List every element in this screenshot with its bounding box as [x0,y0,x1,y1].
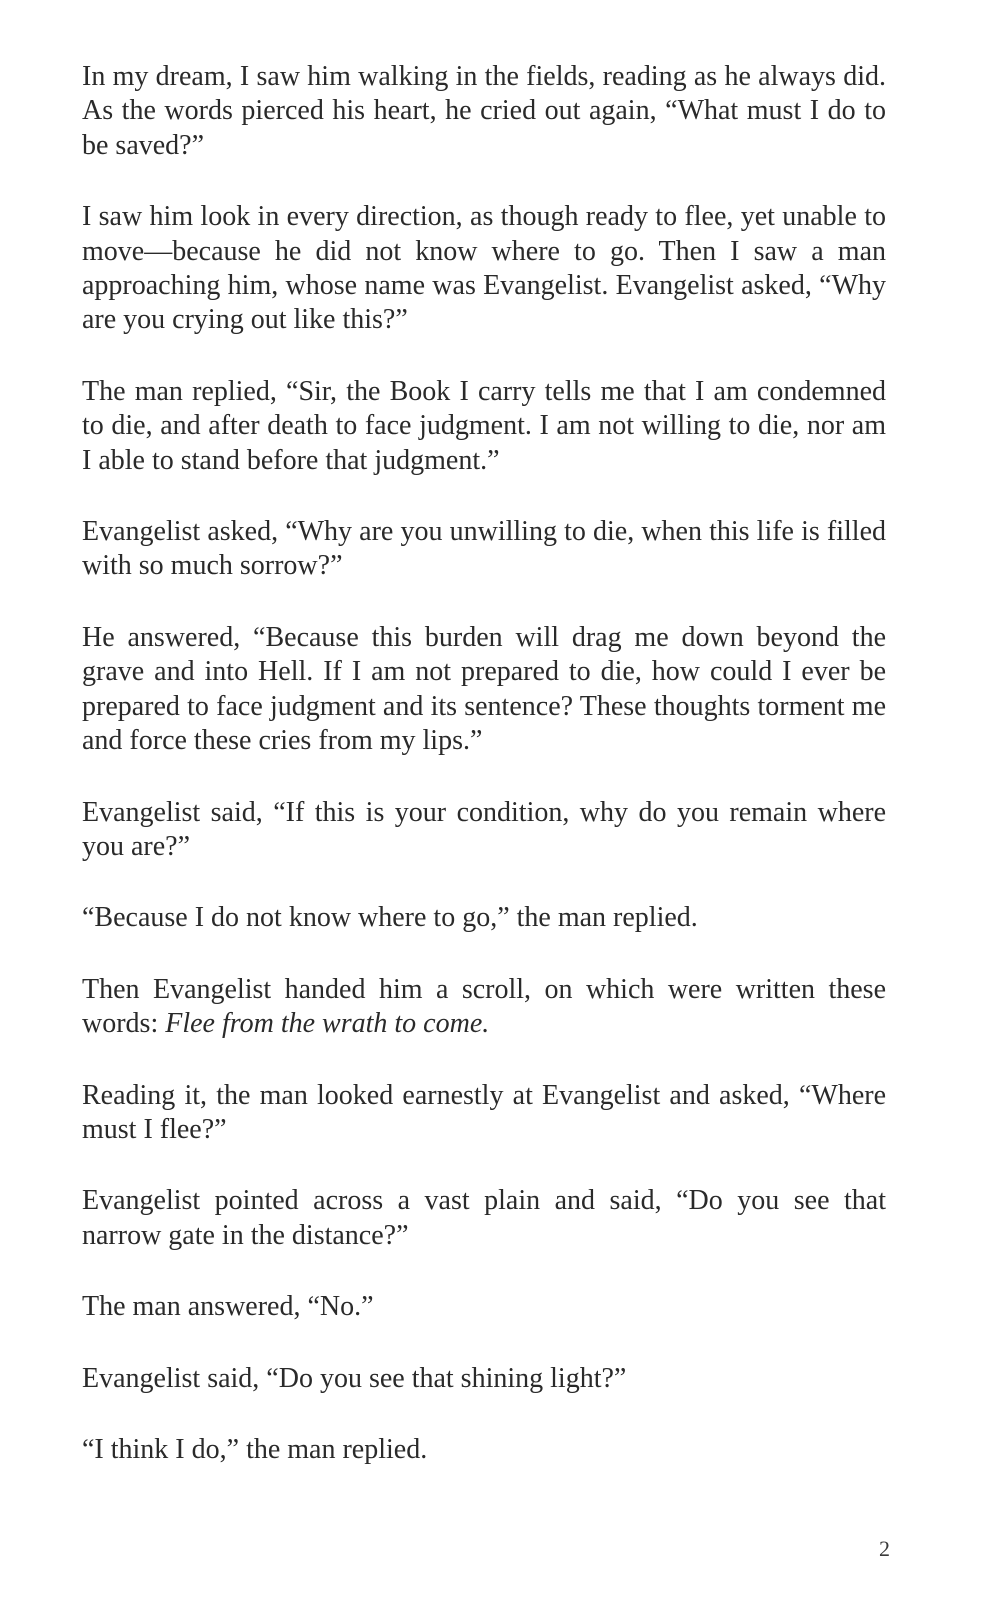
paragraph: Evangelist pointed across a vast plain and said, “Do you see that narrow gate in the distance?” [82,1185,886,1251]
paragraph: The man answered, “No.” [82,1291,374,1323]
paragraph: Reading it, the man looked earnestly at Evangelist and asked, “Where must I flee?” [82,1079,886,1145]
scroll-paragraph-text: Then Evangelist handed him a scroll, on which were written these words: [82,973,886,1040]
paragraph: The man replied, “Sir, the Book I carry tells me that I am condemned to die, and after death to face judgment. I am not willing to die, nor am I able to stand before that judgment.” [82,375,886,476]
scroll-paragraph [82,973,886,1042]
paragraph: I saw him look in every direction, as though ready to flee, yet unable to move—because he did not know where to go. Then I saw a man approaching him, whose name was Evangelist. Evangelist asked, “Why are you crying out like this?” [82,201,886,336]
scroll-inscription: Flee from the wrath to come. [165,1008,490,1040]
paragraph: Evangelist said, “If this is your condition, why do you remain where you are?” [82,796,886,862]
paragraph: Evangelist said, “Do you see that shining light?” [82,1362,627,1394]
paragraph: “Because I do not know where to go,” the man replied. [82,902,698,934]
paragraph: In my dream, I saw him walking in the fields, reading as he always did. As the words pierced his heart, he cried out again, “What must I do to be saved?” [82,61,886,161]
paragraph: He answered, “Because this burden will drag me down beyond the grave and into Hell. If I am not prepared to die, how could I ever be prepared to face judgment and its sentence? These thoughts torment me and force these cries from my lips.” [82,621,886,757]
paragraph: “I think I do,” the man replied. [82,1433,428,1465]
page-body [82,60,886,1467]
paragraph: Evangelist asked, “Why are you unwilling to die, when this life is filled with so much sorrow?” [82,516,886,582]
page-number: 2 [879,1536,890,1561]
